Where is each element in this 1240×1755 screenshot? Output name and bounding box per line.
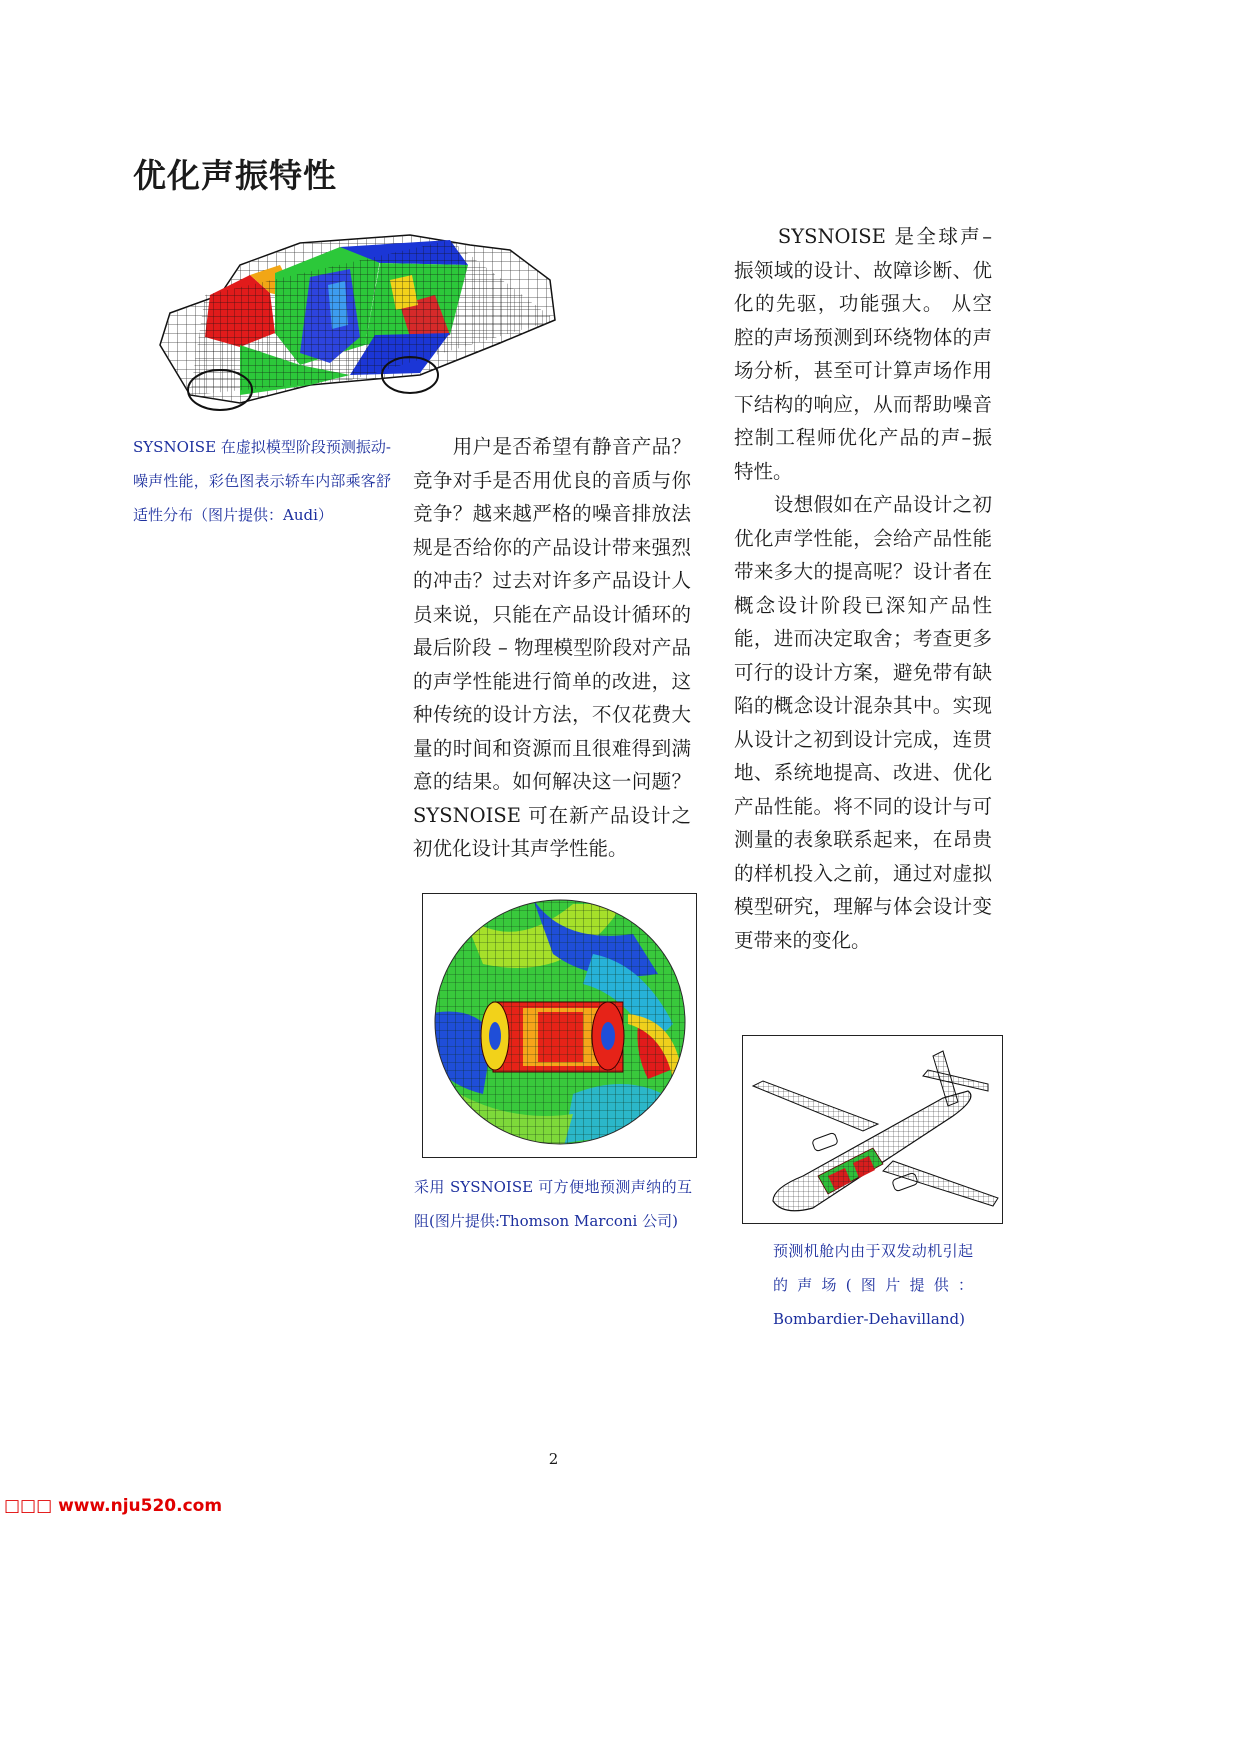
middle-paragraph: 用户是否希望有静音产品？竞争对手是否用优良的音质与你竞争？越来越严格的噪音排放法规是否给你的产品设计带来强烈的冲击？过去对许多产品设计人员来说，只能在产品设计循环的最后阶段 – 物理模型阶段对产品的声学性能进行简单的改进，这种传统的设计方法，不仅花费大量的时间和资源而且很难得到满意的结果。如何解决这一问题？SYSNOISE 可在新产品设计之初优化设计其声学性能。 [413,435,691,860]
page-number: 2 [548,1450,559,1468]
sonar-sphere-mesh-image [423,894,696,1157]
sonar-caption: 采用 SYSNOISE 可方便地预测声纳的互阻(图片提供:Thomson Marconi 公司) [414,1178,692,1230]
car-fem-mesh-image [150,225,560,425]
right-paragraph-1: SYSNOISE 是全球声–振领域的设计、故障诊断、优化的先驱，功能强大。 从空腔的声场预测到环绕物体的声场分析，甚至可计算声场作用下结构的响应，从而帮助噪音控制工程师优化产品的声–振特性。 [734,225,992,483]
plane-caption: 预测机舱内由于双发动机引起的声场(图片提供：Bombardier-Dehavilland) [773,1242,973,1328]
sonar-figure [422,893,697,1158]
page-title: 优化声振特性 [133,156,337,195]
plane-figure [742,1035,1003,1224]
airplane-mesh-image [743,1036,1002,1223]
car-caption: SYSNOISE 在虚拟模型阶段预测振动-噪声性能，彩色图表示轿车内部乘客舒适性分布（图片提供：Audi） [133,438,391,524]
car-fem-figure [150,225,560,425]
right-paragraph-2: 设想假如在产品设计之初优化声学性能，会给产品性能带来多大的提高呢？设计者在概念设计阶段已深知产品性能，进而决定取舍；考查更多可行的设计方案，避免带有缺陷的概念设计混杂其中。实现从设计之初到设计完成，连贯地、系统地提高、改进、优化产品性能。将不同的设计与可测量的表象联系起来，在昂贵的样机投入之前，通过对虚拟模型研究，理解与体会设计变更带来的变化。 [734,493,992,952]
watermark-link[interactable]: □□□ www.nju520.com [4,1496,223,1516]
